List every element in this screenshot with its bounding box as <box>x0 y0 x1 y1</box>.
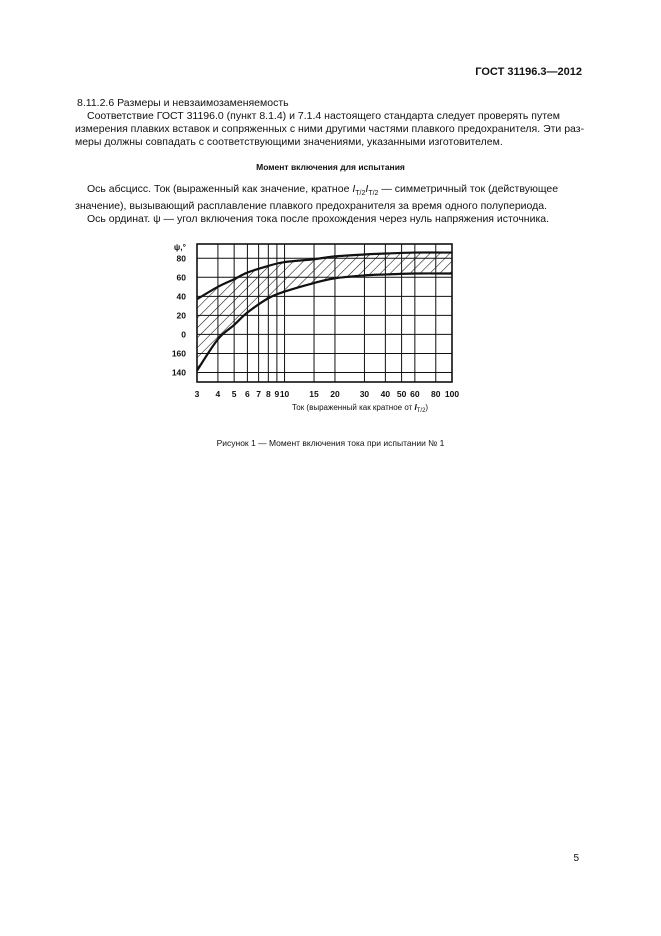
current-subscript: T/2 <box>355 190 366 198</box>
current-symbol: I <box>352 183 356 195</box>
document-standard-header: ГОСТ 31196.3—2012 <box>475 66 582 78</box>
x-tick-label: 80 <box>431 389 441 399</box>
x-tick-label: 40 <box>380 389 391 399</box>
x-tick-label: 10 <box>279 389 290 399</box>
x-tick-label: 5 <box>231 389 237 399</box>
x-axis-label-prefix: Ток (выраженный как кратное от <box>292 403 415 412</box>
ordinate-suffix: — угол включения тока после прохождения через нуль напряжения источника. <box>160 213 550 226</box>
x-axis-label-subscript: T/2 <box>416 408 426 414</box>
figure-heading: Момент включения для испытания <box>256 162 405 172</box>
x-tick-label: 60 <box>410 389 420 399</box>
abscissa-line2: значение), вызывающий расплавление плавкого предохранителя за время одного полупериода. <box>75 200 548 213</box>
section-heading: 8.11.2.6 Размеры и невзаимозаменяемость <box>77 97 289 109</box>
y-tick-label: 80 <box>176 253 186 264</box>
abscissa-prefix: Ось абсцисс. Ток (выраженный как значение, кратное <box>87 183 353 195</box>
y-tick-label: 40 <box>176 291 186 302</box>
current-subscript: T/2 <box>368 190 379 198</box>
psi-symbol: ψ <box>153 213 161 226</box>
x-tick-label: 6 <box>245 389 250 399</box>
ordinate-prefix: Ось ординат. <box>87 213 154 226</box>
current-symbol: I <box>365 183 369 195</box>
x-axis-label-suffix: ) <box>425 403 429 412</box>
x-axis-label-symbol: I <box>414 403 417 412</box>
y-tick-label: 140 <box>171 367 186 378</box>
x-tick-labels <box>195 389 460 399</box>
paragraph-line: измерения плавких вставок и сопряженных с ними другими частями плавкого предохранителя. Эти раз- <box>75 123 585 135</box>
hatched-band <box>197 252 452 370</box>
x-axis-label <box>292 403 428 414</box>
y-tick-label: 160 <box>171 348 186 359</box>
x-tick-label: 9 <box>274 389 280 399</box>
y-axis-label: ψ,° <box>173 242 186 252</box>
paragraph-line: Соответствие ГОСТ 31196.0 (пункт 8.1.4) и 7.1.4 настоящего стандарта следует проверять путем <box>87 110 560 122</box>
y-tick-label: 0 <box>181 329 186 340</box>
x-tick-label: 100 <box>444 389 460 399</box>
x-tick-label: 20 <box>330 389 340 399</box>
x-tick-label: 3 <box>194 389 200 399</box>
y-tick-label: 60 <box>176 272 186 283</box>
x-tick-label: 7 <box>256 389 261 399</box>
x-tick-label: 4 <box>215 389 221 399</box>
y-tick-labels <box>172 253 186 377</box>
figure-caption: Рисунок 1 — Момент включения тока при испытании № 1 <box>216 438 445 448</box>
abscissa-suffix: — симметричный ток (действующее <box>378 183 559 195</box>
x-tick-label: 8 <box>265 389 271 399</box>
paragraph-line: меры должны совпадать с соответствующими значениями, указанными изготовителем. <box>75 136 503 148</box>
x-tick-label: 30 <box>359 389 370 399</box>
x-tick-label: 15 <box>309 389 319 399</box>
y-tick-label: 20 <box>176 310 186 321</box>
x-tick-label: 50 <box>396 389 407 399</box>
page-number: 5 <box>573 853 579 864</box>
